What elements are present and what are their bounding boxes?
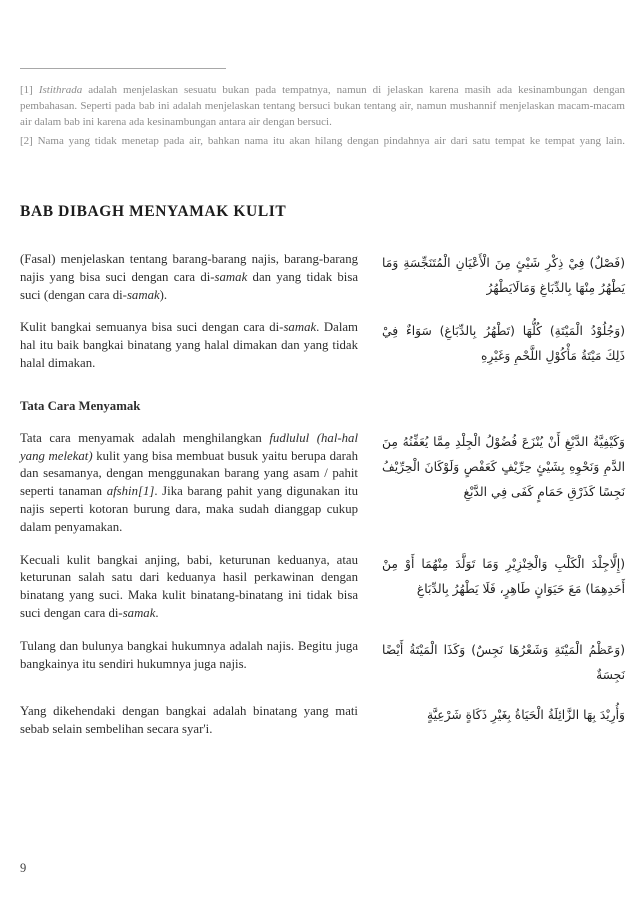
arabic-paragraph: وَكَيْفِيَّةُ الدَّبْغِ أَنْ يُنْزَعَ فُضُوْلُ الْجِلْدِ مِمَّا يُعَفِّنُهُ مِنَ الدَّمِ وَنَحْوِهِ بِشَيْئٍ حِرِّيْفٍ كَعَفْصٍ وَلَوْكَانَ الْحِرِّيْفُ نَجِسًا كَذَرْقِ حَمَامٍ كَفَى فِي الدَّبْغِ: [382, 434, 625, 499]
footnote-1: [1] Istithrada adalah menjelaskan sesuatu bukan pada tempatnya, namun di jelaskan karena masih ada kesinambungan dengan pembahasan. Seperti pada bab ini adalah menjelaskan tentang bersuci bukan tentang air, namun mushannif menjelaskan macam-macam air dalam bab ini karena ada kesinambungan antara air dengan bersuci.: [20, 84, 626, 128]
indonesian-paragraph: Tata cara menyamak adalah menghilangkan fudlulul (hal-hal yang melekat) kulit yang bisa membuat busuk yaitu berupa darah dan sesamanya, dengan menggunakan barang yang asam / pahit seperti tanaman afshin[1]. Jika barang pahit yang digunakan itu najis seperti kotoran burung dara, maka sudah dianggap cukup dalam penyamakan.: [20, 430, 358, 534]
content-row: [20, 430, 625, 537]
content-row: [20, 638, 625, 688]
section-subheading: Tata Cara Menyamak: [20, 398, 141, 413]
chapter-title: BAB DIBAGH MENYAMAK KULIT: [20, 203, 287, 220]
page-number: 9: [20, 861, 27, 875]
indonesian-paragraph: Kecuali kulit bangkai anjing, babi, keturunan keduanya, atau keturunan salah satu dari keduanya hasil perkawinan dengan binatang yang suci. Maka kulit binatang-binatang ini tidak bisa suci dengan cara di-samak.: [20, 552, 358, 620]
content-row: [20, 552, 625, 623]
arabic-paragraph: وَأُرِيْدَ بِهَا الزَّائِلَةُ الْحَيَاةُ بِغَيْرِ ذَكَاةٍ شَرْعِيَّةٍ: [426, 707, 625, 722]
arabic-paragraph: (وَجُلُوْدُ الْمَيْتَةِ) كُلُّهَا (تَطْهُرُ بِالدِّبَاغِ) سَوَاءٌ فِيْ ذَلِكَ مَيْتَةُ مَأْكُوْلِ اللَّحْمِ وَغَيْرِهِ: [382, 324, 625, 364]
indonesian-paragraph: (Fasal) menjelaskan tentang barang-barang najis, barang-barang najis yang bisa suci dengan cara di-samak dan yang tidak bisa suci (dengan cara di-samak).: [20, 252, 359, 302]
arabic-paragraph: (فَصْلٌ) فِيْ ذِكْرِ شَيْئٍ مِنَ الْأَعْيَانِ الْمُتَنَجِّسَةِ وَمَا يَطْهُرُ مِنْهَا بِالدِّبَاغِ وَمَالَايَطْهُرُ: [382, 256, 625, 295]
footnote-separator: [20, 68, 226, 69]
content-row: [20, 251, 625, 304]
footnote-2: [2] Nama yang tidak menetap pada air, bahkan nama itu akan hilang dengan pindahnya air dari satu tempat ke tempat yang lain.: [20, 135, 625, 147]
arabic-paragraph: (إِلَّاجِلْدَ الْكَلْبِ وَالْخِنْزِيْرِ وَمَا تَوَلَّدَ مِنْهُمَا أَوْ مِنْ أَحَدِهِمَا) مَعَ حَيَوَانٍ طَاهِرٍ، فَلَا يَطْهُرُ بِالدِّبَاغِ: [382, 556, 625, 596]
indonesian-paragraph: Tulang dan bulunya bangkai hukumnya adalah najis. Begitu juga bangkainya itu sendiri hukumnya juga najis.: [20, 638, 358, 671]
indonesian-paragraph: Kulit bangkai semuanya bisa suci dengan cara di-samak. Dalam hal itu baik bangkai binatang yang halal dimakan dan yang tidak halal dimakan.: [20, 320, 359, 370]
content-row: [20, 319, 625, 372]
arabic-paragraph: (وَعَظْمُ الْمَيْتَةِ وَشَعْرُهَا نَجِسٌ) وَكَذَا الْمَيْتَةُ أَيْضًا نَجِسَةٌ: [382, 642, 625, 682]
indonesian-paragraph: Yang dikehendaki dengan bangkai adalah binatang yang mati sebab selain sembelihan secara syar'i.: [20, 703, 358, 736]
content-row: [20, 703, 625, 739]
content-area: [20, 251, 625, 738]
